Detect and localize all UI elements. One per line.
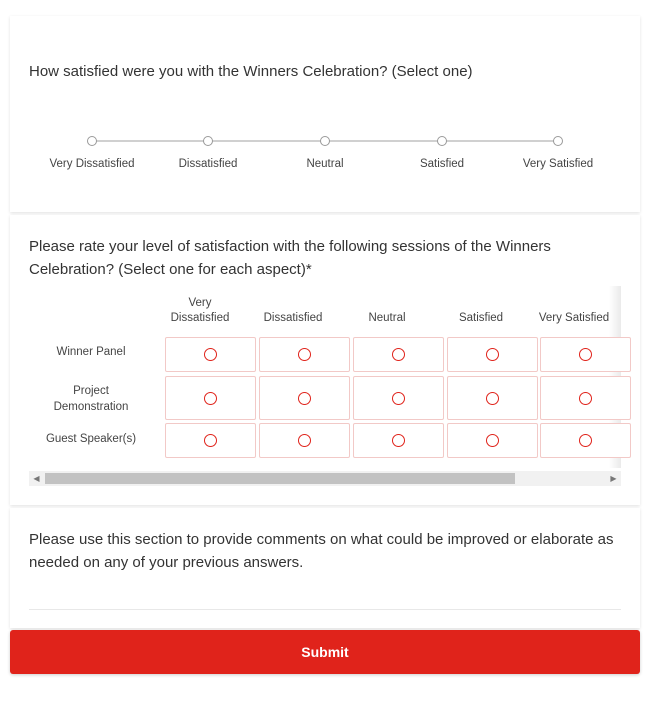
matrix-cell-guest-speakers-satisfied[interactable] — [447, 423, 538, 458]
radio-circle-icon — [392, 348, 405, 361]
row-label-guest-speakers: Guest Speaker(s) — [45, 433, 137, 445]
radio-circle-icon — [204, 392, 217, 405]
slider-label-neutral: Neutral — [306, 158, 344, 170]
column-header-neutral: Neutral — [368, 312, 406, 324]
matrix-cell-winner-panel-satisfied[interactable] — [447, 337, 538, 372]
slider-stop-very-dissatisfied[interactable] — [87, 136, 97, 146]
scroll-left-arrow-icon[interactable]: ◀ — [33, 474, 40, 483]
matrix-cell-project-demonstration-neutral[interactable] — [353, 376, 444, 420]
radio-circle-icon — [298, 434, 311, 447]
slider-stop-satisfied[interactable] — [437, 136, 447, 146]
matrix-cell-project-demonstration-very-satisfied[interactable] — [540, 376, 631, 420]
matrix-cell-winner-panel-dissatisfied[interactable] — [259, 337, 350, 372]
radio-circle-icon — [486, 392, 499, 405]
question-session-ratings: Please rate your level of satisfaction with the following sessions of the Winners Celebration? (Select one for each aspect)* — [29, 238, 551, 278]
matrix-cell-guest-speakers-very-dissatisfied[interactable] — [165, 423, 256, 458]
slider-label-very-dissatisfied: Very Dissatisfied — [49, 158, 135, 170]
matrix-cell-project-demonstration-dissatisfied[interactable] — [259, 376, 350, 420]
submit-button[interactable]: Submit — [10, 630, 640, 674]
question-overall-satisfaction: How satisfied were you with the Winners Celebration? (Select one) — [29, 63, 473, 80]
radio-circle-icon — [579, 434, 592, 447]
matrix-cell-winner-panel-very-dissatisfied[interactable] — [165, 337, 256, 372]
radio-circle-icon — [486, 434, 499, 447]
radio-circle-icon — [204, 348, 217, 361]
scrollbar-thumb[interactable] — [45, 473, 515, 484]
column-header-very-dissatisfied: Very Dissatisfied — [170, 297, 230, 324]
comments-input[interactable] — [29, 586, 621, 610]
column-header-dissatisfied: Dissatisfied — [263, 312, 323, 324]
radio-circle-icon — [298, 392, 311, 405]
slider-label-very-satisfied: Very Satisfied — [522, 158, 594, 170]
question-comments: Please use this section to provide comments on what could be improved or elaborate as needed on any of your previous answers. — [29, 531, 614, 571]
matrix-cell-guest-speakers-very-satisfied[interactable] — [540, 423, 631, 458]
radio-circle-icon — [579, 392, 592, 405]
matrix-cell-winner-panel-neutral[interactable] — [353, 337, 444, 372]
slider-label-satisfied: Satisfied — [419, 158, 465, 170]
radio-circle-icon — [486, 348, 499, 361]
scroll-right-arrow-icon[interactable]: ▶ — [610, 474, 617, 483]
matrix-cell-winner-panel-very-satisfied[interactable] — [540, 337, 631, 372]
row-label-project-demonstration: Project Demonstration — [53, 385, 129, 413]
radio-circle-icon — [298, 348, 311, 361]
slider-label-dissatisfied: Dissatisfied — [178, 158, 238, 170]
column-header-very-satisfied: Very Satisfied — [538, 312, 610, 324]
radio-circle-icon — [579, 348, 592, 361]
matrix-horizontal-scrollbar[interactable] — [29, 471, 621, 486]
question-card-overall-satisfaction — [10, 16, 640, 212]
rating-matrix — [29, 286, 621, 486]
radio-circle-icon — [392, 392, 405, 405]
matrix-cell-guest-speakers-neutral[interactable] — [353, 423, 444, 458]
matrix-cell-guest-speakers-dissatisfied[interactable] — [259, 423, 350, 458]
radio-circle-icon — [204, 434, 217, 447]
slider-stop-neutral[interactable] — [320, 136, 330, 146]
question-card-session-ratings — [10, 215, 640, 505]
radio-circle-icon — [392, 434, 405, 447]
matrix-cell-project-demonstration-very-dissatisfied[interactable] — [165, 376, 256, 420]
matrix-cell-project-demonstration-satisfied[interactable] — [447, 376, 538, 420]
question-card-comments — [10, 508, 640, 628]
slider-stop-dissatisfied[interactable] — [203, 136, 213, 146]
column-header-satisfied: Satisfied — [458, 312, 504, 324]
slider-stop-very-satisfied[interactable] — [553, 136, 563, 146]
row-label-winner-panel: Winner Panel — [56, 346, 126, 358]
